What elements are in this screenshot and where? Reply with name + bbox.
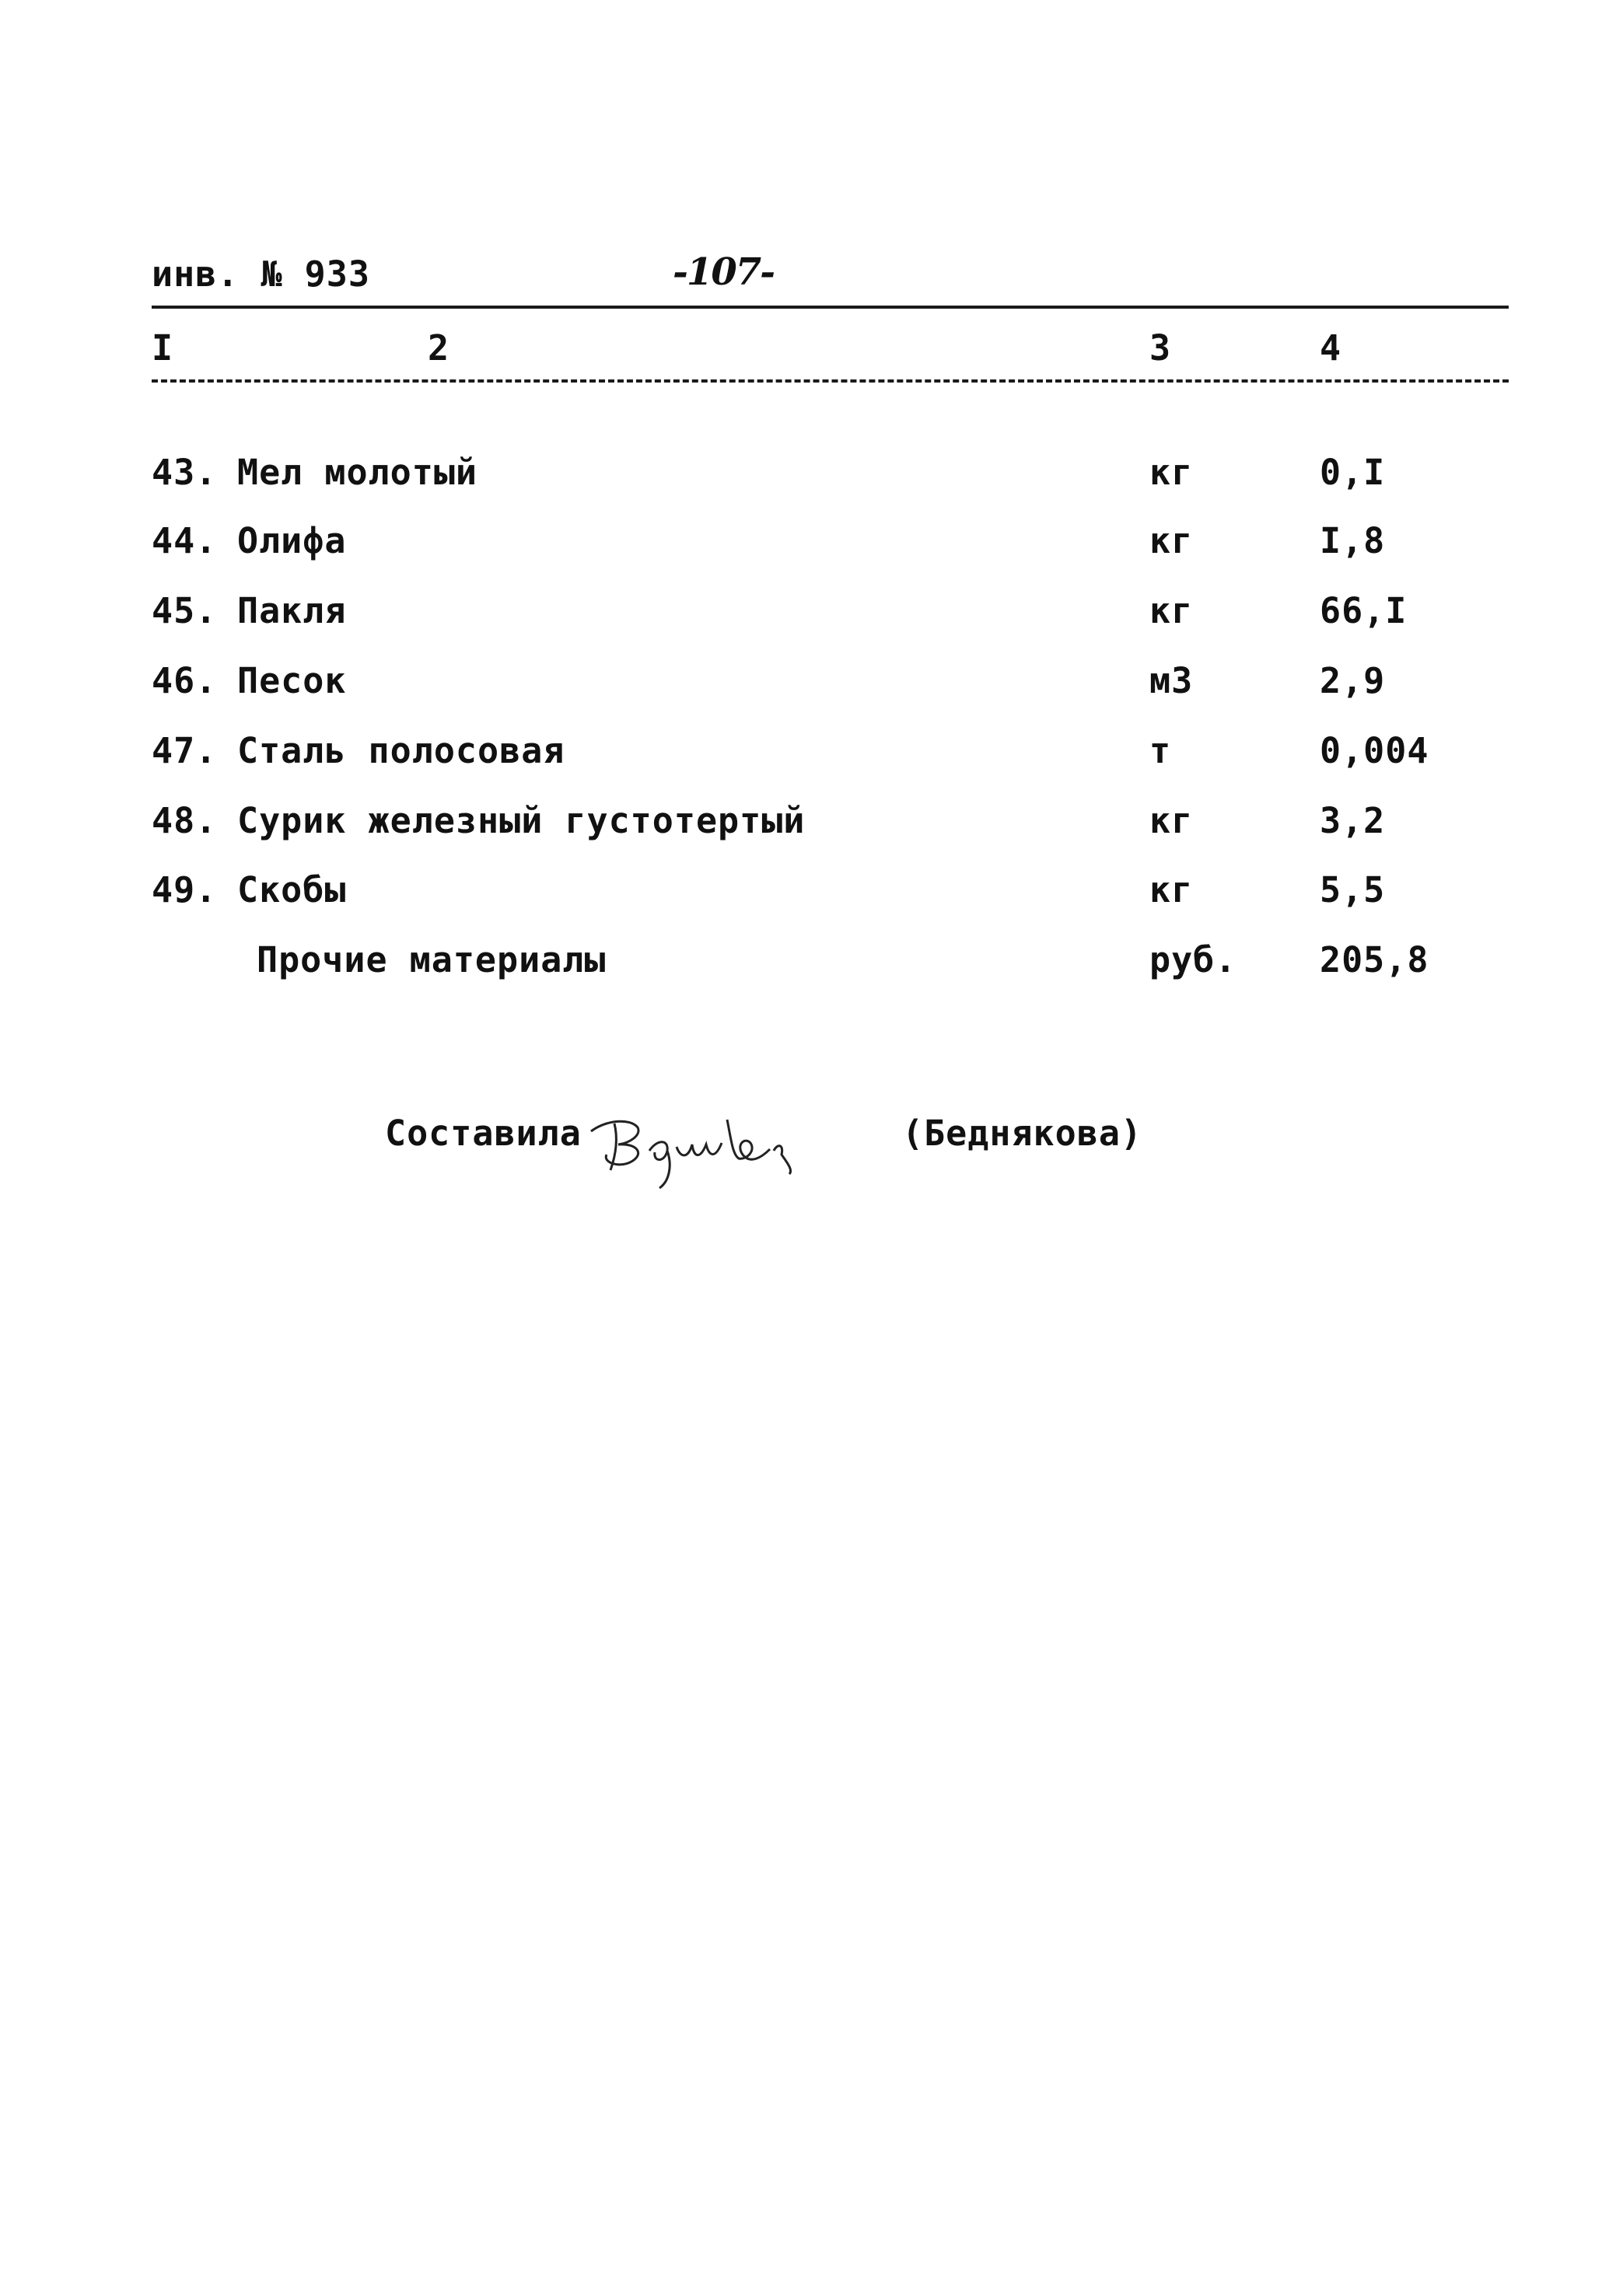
row-number: 44. — [152, 520, 218, 561]
quantity: 205,8 — [1320, 939, 1429, 980]
material-name: Сталь полосовая — [237, 730, 565, 771]
table-row — [0, 660, 1616, 710]
unit: кг — [1149, 590, 1194, 631]
row-number: 46. — [152, 660, 218, 701]
row-number: 48. — [152, 800, 218, 841]
header-rule-top — [152, 306, 1509, 309]
signature-scribble — [583, 1096, 817, 1190]
column-number-2: 2 — [428, 327, 450, 369]
material-name: Скобы — [237, 869, 347, 910]
material-name: Прочие материалы — [257, 939, 607, 980]
unit: кг — [1149, 452, 1194, 493]
inventory-number: инв. № 933 — [152, 253, 370, 295]
material-name: Сурик железный густотертый — [237, 800, 806, 841]
table-row — [0, 800, 1616, 850]
unit: кг — [1149, 520, 1194, 561]
compiled-by-label: Составила — [385, 1113, 582, 1154]
column-number-1: I — [152, 327, 174, 369]
quantity: 0,I — [1320, 452, 1386, 493]
unit: т — [1149, 730, 1172, 771]
table-row — [0, 520, 1616, 570]
column-number-4: 4 — [1320, 327, 1342, 369]
material-name: Пакля — [237, 590, 347, 631]
column-number-3: 3 — [1149, 327, 1172, 369]
material-name: Олифа — [237, 520, 347, 561]
compiler-name: (Беднякова) — [902, 1113, 1143, 1154]
row-number: 49. — [152, 869, 218, 910]
material-name: Песок — [237, 660, 347, 701]
quantity: 3,2 — [1320, 800, 1386, 841]
quantity: 2,9 — [1320, 660, 1386, 701]
unit: кг — [1149, 869, 1194, 910]
header-rule-bottom — [152, 379, 1509, 383]
table-row — [0, 452, 1616, 501]
row-number: 47. — [152, 730, 218, 771]
unit: руб. — [1149, 939, 1237, 980]
quantity: 0,004 — [1320, 730, 1429, 771]
quantity: 5,5 — [1320, 869, 1386, 910]
table-row-other — [0, 939, 1616, 989]
material-name: Мел молотый — [237, 452, 478, 493]
handwritten-signature — [583, 1096, 817, 1190]
row-number: 43. — [152, 452, 218, 493]
quantity: I,8 — [1320, 520, 1386, 561]
row-number: 45. — [152, 590, 218, 631]
quantity: 66,I — [1320, 590, 1408, 631]
table-row — [0, 869, 1616, 919]
unit: кг — [1149, 800, 1194, 841]
table-row — [0, 590, 1616, 640]
table-row — [0, 730, 1616, 780]
unit: м3 — [1149, 660, 1194, 701]
page-number: -107- — [673, 250, 775, 294]
